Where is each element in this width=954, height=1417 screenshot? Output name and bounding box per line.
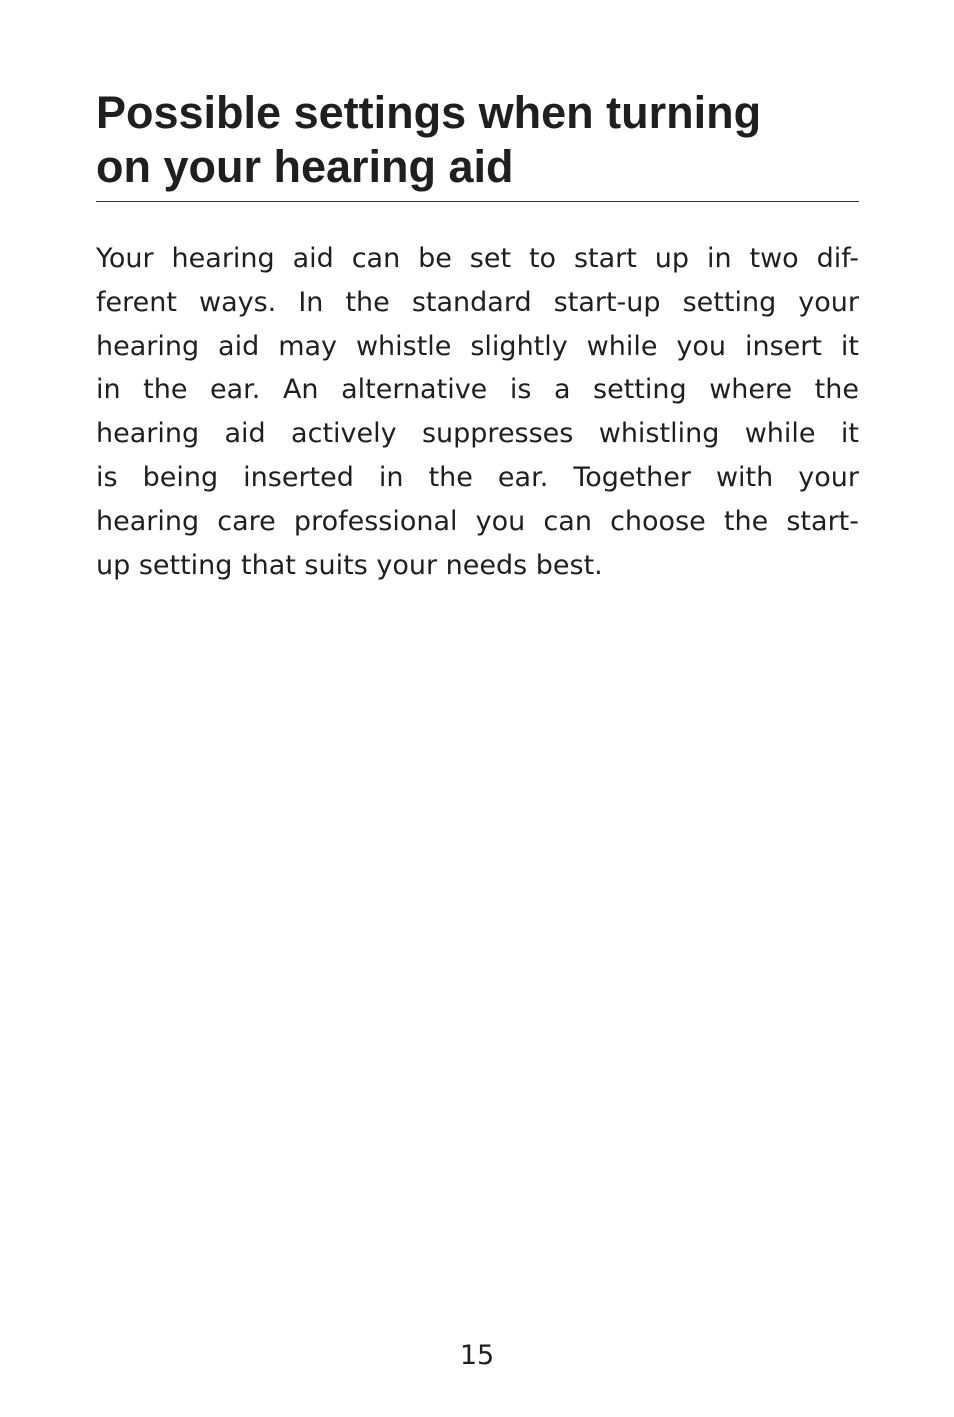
paragraph-line: ferent ways. In the standard start-up setting your (96, 286, 859, 318)
paragraph-line: hearing aid actively suppresses whistling while it (96, 418, 859, 450)
paragraph-line: up setting that suits your needs best. (96, 549, 603, 581)
page-content (96, 0, 859, 1417)
paragraph-line: Your hearing aid can be set to start up in two dif- (96, 243, 859, 274)
paragraph-line: hearing care professional you can choose the start- (96, 505, 859, 537)
paragraph-line: in the ear. An alternative is a setting where the (96, 374, 859, 406)
paragraph-line: hearing aid may whistle slightly while you insert it (96, 330, 859, 362)
page-title-line-2: on your hearing aid (96, 141, 514, 192)
body-paragraph (96, 237, 859, 587)
page-title-line-1: Possible settings when turning (96, 87, 762, 138)
title-divider (96, 201, 859, 202)
page-title (96, 86, 859, 194)
paragraph-line: is being inserted in the ear. Together with your (96, 461, 859, 493)
page-number: 15 (459, 1340, 495, 1371)
